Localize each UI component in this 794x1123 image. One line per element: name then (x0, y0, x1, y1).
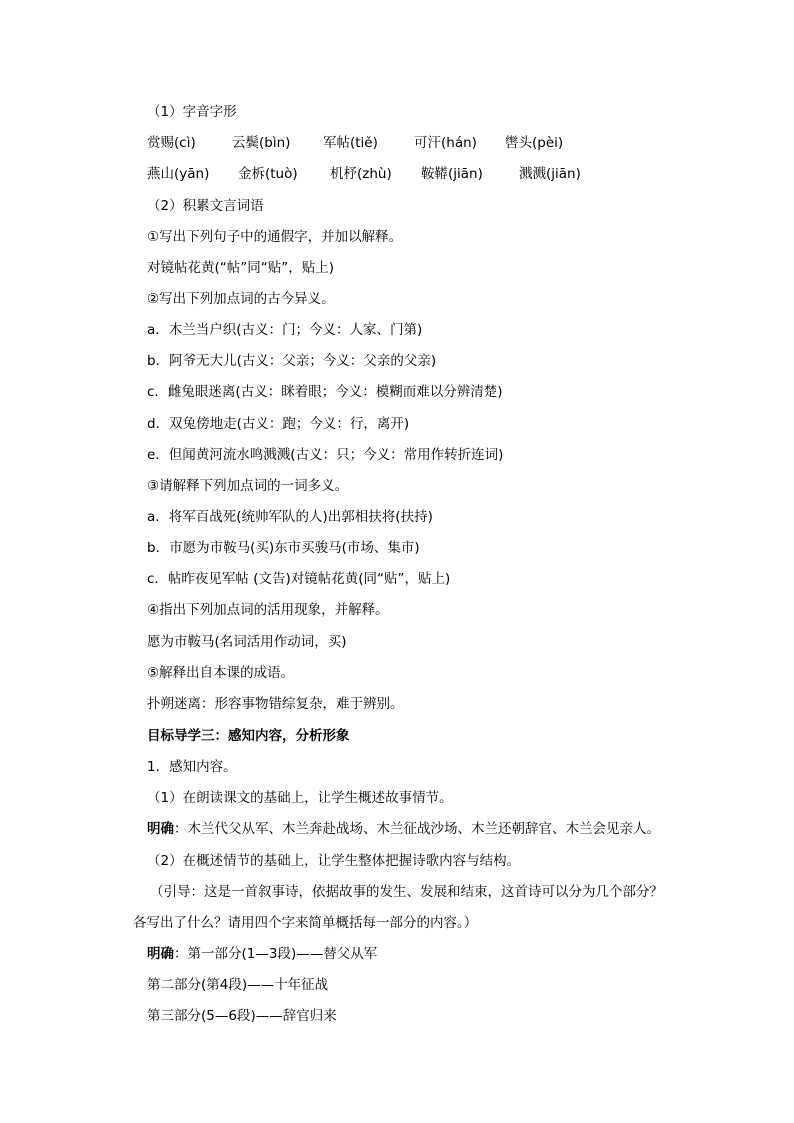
question-text: ①写出下列句子中的通假字，并加以解释。 (147, 229, 403, 245)
vocab-item: 鞍鞯(jiān) (421, 166, 483, 182)
guide-text: （引导：这是一首叙事诗，依据故事的发生、发展和结束，这首诗可以分为几个部分？ (150, 884, 663, 900)
answer-text: d．双兔傍地走(古义：跑；今义：行，离开) (147, 416, 410, 432)
answer-text: c．雌兔眼迷离(古义：眯着眼；今义：模糊而难以分辨清楚) (147, 384, 503, 400)
vocab-item: 燕山(yān) (147, 166, 210, 182)
answer-label: 明确 (147, 821, 174, 837)
vocab-item: 机杼(zhù) (330, 166, 392, 182)
guide-text-continued: 各写出了什么？请用四个字来简单概括每一部分的内容。） (133, 915, 478, 931)
question-text: （2）在概述情节的基础上，让学生整体把握诗歌内容与结构。 (147, 853, 521, 869)
vocab-item: 溅溅(jiān) (519, 166, 581, 182)
answer-text: 愿为市鞍马(名词活用作动词，买) (147, 634, 347, 650)
answer-text: ：第一部分(1—3段)——替父从军 (174, 946, 378, 962)
question-text: ⑤解释出自本课的成语。 (147, 665, 295, 681)
answer-text: a．将军百战死(统帅军队的人)出郭相扶将(扶持) (147, 509, 433, 525)
section-heading-pronunciation: （1）字音字形 (147, 104, 237, 120)
answer-text: 第三部分(5—6段)——辞官归来 (147, 1008, 337, 1024)
answer-label: 明确 (147, 946, 174, 962)
section-heading-goal-3: 目标导学三：感知内容，分析形象 (147, 728, 350, 744)
question-text: （1）在朗读课文的基础上，让学生概述故事情节。 (147, 790, 453, 806)
answer-text: 第二部分(第4段)——十年征战 (147, 977, 329, 993)
answer-line-plot (147, 819, 660, 839)
vocab-item: 军帖(tiě) (323, 135, 378, 151)
answer-text: c．帖昨夜见军帖 (文告)对镜帖花黄(同“贴”，贴上) (147, 571, 451, 587)
answer-text: 对镜帖花黄(“帖”同“贴”，贴上) (147, 260, 335, 276)
answer-text: a．木兰当户织(古义：门；今义：人家、门第) (147, 322, 423, 338)
question-text: ②写出下列加点词的古今异义。 (147, 291, 335, 307)
answer-text: ：木兰代父从军、木兰奔赴战场、木兰征战沙场、木兰还朝辞官、木兰会见亲人。 (174, 821, 660, 837)
answer-text: 扑朔迷离：形容事物错综复杂，难于辨别。 (147, 696, 404, 712)
answer-text: e．但闻黄河流水鸣溅溅(古义：只；今义：常用作转折连词) (147, 447, 504, 463)
answer-text: b．市愿为市鞍马(买)东市买骏马(市场、集市) (147, 540, 420, 556)
question-text: ③请解释下列加点词的一词多义。 (147, 478, 349, 494)
section-heading-classical-words: （2）积累文言词语 (147, 198, 264, 214)
subheading-text: 1．感知内容。 (147, 759, 237, 775)
question-text: ④指出下列加点词的活用现象，并解释。 (147, 602, 389, 618)
answer-line-structure (147, 944, 377, 964)
vocab-item: 金柝(tuò) (238, 166, 298, 182)
vocab-item: 赏赐(cì) (147, 135, 196, 151)
vocab-item: 云鬓(bìn) (232, 135, 291, 151)
vocab-item: 辔头(pèi) (505, 135, 564, 151)
answer-text: b．阿爷无大儿(古义：父亲；今义：父亲的父亲) (147, 353, 437, 369)
vocab-item: 可汗(hán) (414, 135, 477, 151)
